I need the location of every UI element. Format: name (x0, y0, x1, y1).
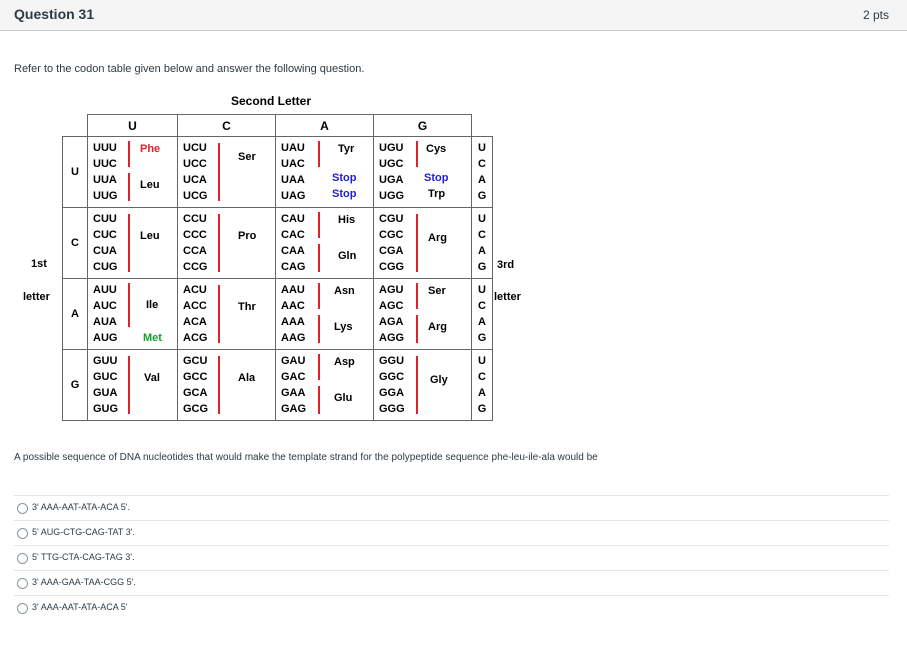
bracket-bar (218, 285, 220, 343)
amino-acid-label: Arg (428, 232, 447, 244)
amino-acid-label: Met (143, 332, 162, 344)
amino-acid-label: Ser (238, 151, 256, 163)
codon-cell-gc: GCU GCC GCA GCG Ala (183, 355, 256, 415)
row-first-letter: C (63, 208, 88, 279)
second-letter-label: Second Letter (231, 94, 312, 108)
codon-cell-ug: UGU UGC UGA UGG Cys Stop Trp (379, 142, 449, 202)
bracket-bar (128, 356, 130, 414)
answer-option-label[interactable]: 3' AAA-AAT-ATA-ACA 5'. (32, 502, 130, 512)
first-letter-label: 1st (31, 258, 47, 270)
amino-acid-label: Thr (238, 301, 256, 313)
codon-cell-aa: AAU AAC AAA AAG Asn Lys (281, 284, 355, 344)
amino-acid-label: Val (144, 372, 160, 384)
row-first-letter: A (63, 279, 88, 350)
bracket-bar (416, 141, 418, 167)
question-points: 2 pts (862, 8, 889, 22)
amino-acid-label: Ala (238, 372, 256, 384)
radio-button[interactable] (17, 528, 28, 539)
amino-acid-label: Gln (338, 250, 357, 262)
codon-cell-ca: CAU CAC CAA CAG His Gln (281, 213, 357, 273)
amino-acid-label: Phe (140, 143, 161, 155)
answer-option-label[interactable]: 5' AUG-CTG-CAG-TAT 3'. (32, 527, 135, 537)
amino-acid-label: Gly (430, 374, 448, 386)
codon-cell-uu: UUU UUC UUA UUG Phe Leu (93, 142, 161, 202)
codon-cell-uc: UCU UCC UCA UCG Ser (183, 142, 256, 202)
codon-cell-cc: CCU CCC CCA CCG Pro (183, 213, 257, 273)
amino-acid-label: Arg (428, 321, 447, 333)
codon-cell-ag: AGU AGC AGA AGG Ser Arg (379, 284, 447, 344)
question-stem: A possible sequence of DNA nucleotides that would make the template strand for the polypeptide sequence phe-leu-ile-ala would be (14, 452, 598, 463)
amino-acid-label: Stop (424, 172, 449, 184)
answer-option-label[interactable]: 3' AAA-AAT-ATA-ACA 5' (32, 602, 128, 612)
amino-acid-label: Stop (332, 188, 357, 200)
column-header-u: U (88, 115, 178, 137)
third-letter-column: U C A G (472, 350, 493, 421)
bracket-bar (318, 141, 320, 167)
bracket-bar (318, 244, 320, 272)
answer-option[interactable] (14, 570, 889, 595)
amino-acid-label: Ile (146, 299, 159, 311)
amino-acid-label: Stop (332, 172, 357, 184)
bracket-bar (128, 141, 130, 167)
bracket-bar (128, 173, 130, 201)
bracket-bar (416, 315, 418, 343)
codon-cell-au: AUU AUC AUA AUG Ile Met (93, 284, 162, 344)
radio-button[interactable] (17, 603, 28, 614)
amino-acid-label: Lys (334, 321, 353, 333)
bracket-bar (318, 354, 320, 380)
codon-cell-gu: GUU GUC GUA GUG Val (93, 355, 160, 415)
third-letter-label-word: letter (494, 291, 521, 303)
bracket-bar (416, 283, 418, 309)
bracket-bar (318, 212, 320, 238)
third-letter-column: U C A G (472, 208, 493, 279)
question-prompt: Refer to the codon table given below and answer the following question. (14, 63, 365, 75)
answer-option[interactable] (14, 595, 889, 620)
radio-button[interactable] (17, 578, 28, 589)
codon-cell-gg: GGU GGC GGA GGG Gly (379, 355, 448, 415)
codon-table (62, 114, 493, 421)
codon-cell-cg: CGU CGC CGA CGG Arg (379, 213, 447, 273)
amino-acid-label: Pro (238, 230, 257, 242)
amino-acid-label: Ser (428, 285, 446, 297)
answer-option[interactable] (14, 495, 889, 520)
amino-acid-label: Glu (334, 392, 353, 404)
bracket-bar (128, 214, 130, 272)
bracket-bar (318, 315, 320, 343)
row-first-letter: U (63, 137, 88, 208)
radio-button[interactable] (17, 503, 28, 514)
answer-option-label[interactable]: 3' AAA-GAA-TAA-CGG 5'. (32, 577, 136, 587)
third-letter-column: U C A G (472, 279, 493, 350)
question-header (0, 0, 907, 31)
third-letter-column: U C A G (472, 137, 493, 208)
answer-option[interactable] (14, 545, 889, 570)
column-header-a: A (276, 115, 374, 137)
amino-acid-label: Cys (426, 143, 447, 155)
amino-acid-label: Asn (334, 285, 355, 297)
amino-acid-label: Leu (140, 179, 160, 191)
amino-acid-label: Tyr (338, 143, 355, 155)
amino-acid-label: Asp (334, 356, 355, 368)
codon-cell-cu: CUU CUC CUA CUG Leu (93, 213, 160, 273)
bracket-bar (218, 214, 220, 272)
codon-cell-ga: GAU GAC GAA GAG Asp Glu (281, 355, 355, 415)
answer-option[interactable] (14, 520, 889, 545)
codon-cell-ua: UAU UAC UAA UAG Tyr Stop Stop (281, 142, 357, 202)
answer-option-label[interactable]: 5' TTG-CTA-CAG-TAG 3'. (32, 552, 135, 562)
first-letter-label-word: letter (23, 291, 50, 303)
bracket-bar (218, 356, 220, 414)
row-first-letter: G (63, 350, 88, 421)
bracket-bar (416, 214, 418, 272)
third-letter-label: 3rd (497, 259, 515, 271)
question-title: Question 31 (14, 6, 95, 22)
bracket-bar (318, 283, 320, 309)
codon-cell-ac: ACU ACC ACA ACG Thr (183, 284, 256, 344)
amino-acid-label: Leu (140, 230, 160, 242)
bracket-bar (128, 283, 130, 327)
column-header-g: G (374, 115, 472, 137)
bracket-bar (416, 356, 418, 414)
radio-button[interactable] (17, 553, 28, 564)
column-header-c: C (178, 115, 276, 137)
bracket-bar (218, 143, 220, 201)
amino-acid-label: Trp (428, 188, 446, 200)
bracket-bar (318, 386, 320, 414)
amino-acid-label: His (338, 214, 356, 226)
